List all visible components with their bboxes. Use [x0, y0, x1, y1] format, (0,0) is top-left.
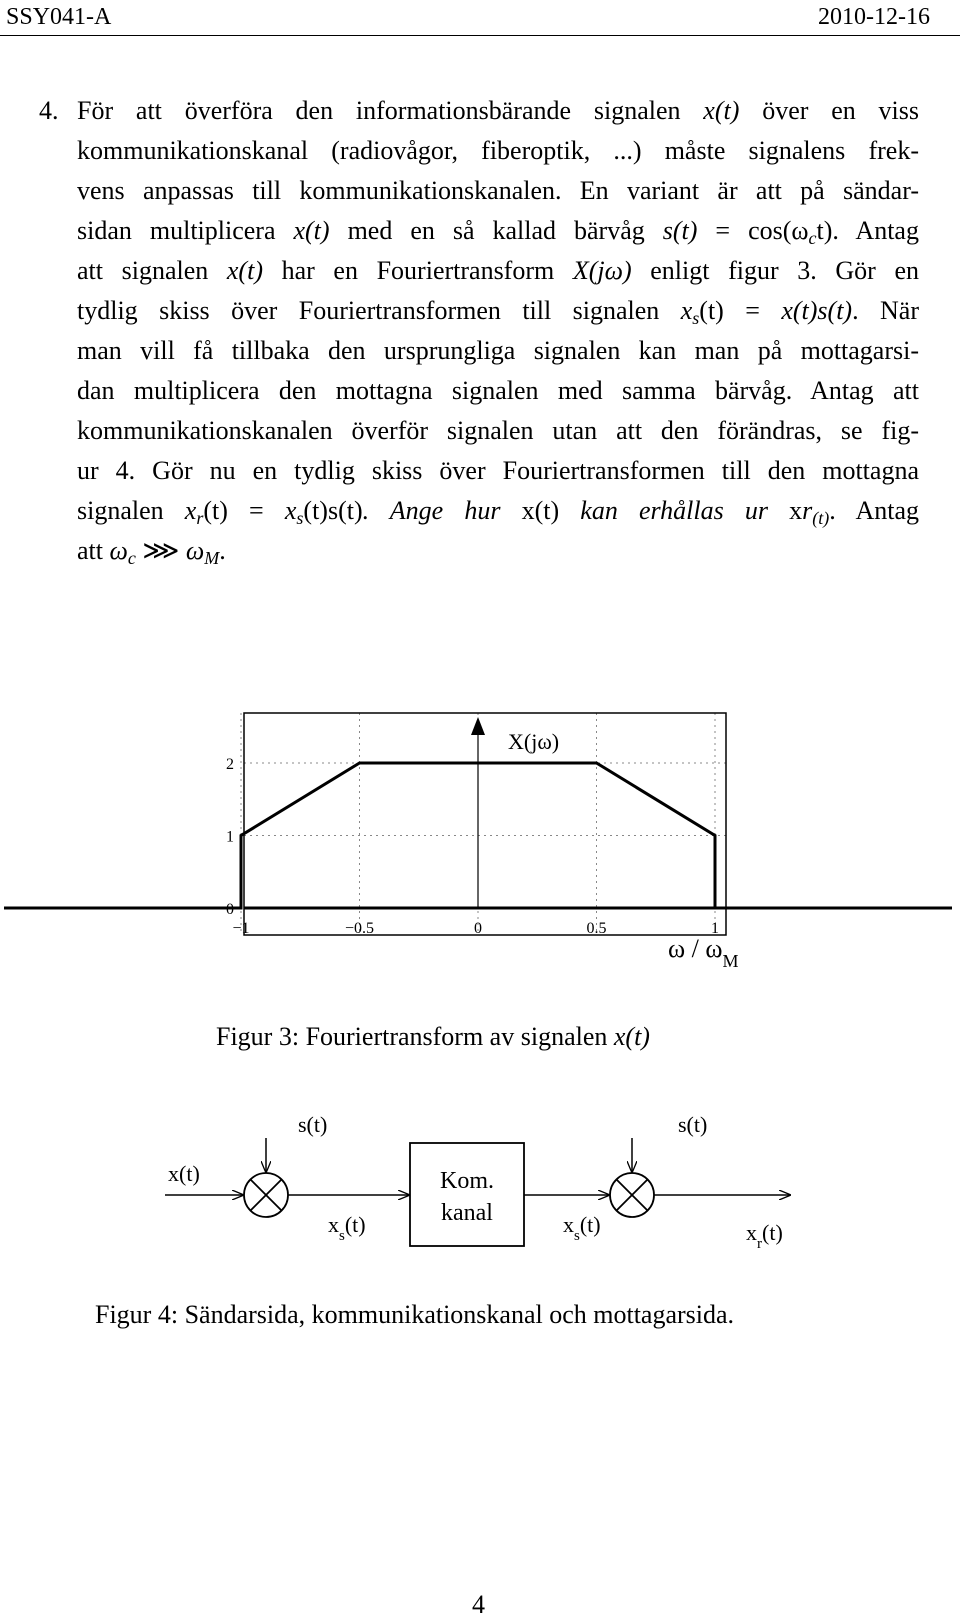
text-run: (t) =	[699, 296, 782, 325]
problem-number: 4.	[39, 96, 59, 125]
multiplier-icon	[610, 1173, 654, 1217]
math-symbol: s(t)	[662, 216, 698, 245]
math-symbol: x	[680, 296, 693, 325]
math-subscript: M	[204, 548, 220, 568]
math-symbol: ω	[109, 536, 128, 565]
text-run: . Antag	[829, 496, 920, 525]
x-tick-label: 0.5	[586, 920, 607, 937]
plot-grid	[241, 713, 726, 935]
channel-label-line2: kanal	[441, 1200, 493, 1226]
text-run: . När	[852, 296, 919, 325]
text-run: att	[77, 536, 110, 565]
text-run: tydlig skiss över Fouriertransformen till signalen	[77, 296, 681, 325]
input-label: x(t)	[168, 1161, 200, 1186]
math-symbol: x(t)s(t)	[781, 296, 853, 325]
math-symbol: x(t)	[226, 256, 263, 285]
xr-label: $x_r(t)$	[746, 1220, 783, 1252]
y-tick-label: 0	[226, 901, 234, 918]
multiplier-icon	[244, 1173, 288, 1217]
math-symbol: X(jω)	[572, 256, 632, 285]
caption-text: Figur 3: Fouriertransform av signalen	[216, 1022, 614, 1051]
text-run: .	[219, 536, 226, 565]
series-label: X(jω)	[508, 729, 560, 754]
math-symbol: ω	[185, 536, 205, 565]
y-tick-label: 2	[226, 756, 234, 773]
xs-label-tx: $x_s(t)$	[328, 1212, 366, 1244]
figure3-caption	[216, 1022, 650, 1052]
text-run: ⋙	[135, 536, 186, 565]
math-symbol: x(t)	[293, 216, 330, 245]
text-run: signalen	[77, 496, 185, 525]
math-symbol: r	[802, 496, 813, 525]
carrier-label-rx: s(t)	[678, 1112, 708, 1137]
math-symbol: . Ange hur	[362, 496, 522, 525]
text-run: ur 4. Gör nu en tydlig skiss över Fouriertransformen till den mottagna	[77, 456, 919, 485]
y-tick-label: 1	[226, 828, 234, 846]
arrow-head-icon	[471, 717, 485, 735]
math-symbol: x	[284, 496, 297, 525]
text-run: = cos(ω	[697, 216, 809, 245]
channel-block	[410, 1143, 524, 1246]
text-run: över en viss	[739, 96, 919, 125]
math-subscript: (t)	[812, 508, 830, 528]
math-subscript: s	[692, 308, 700, 328]
math-subscript: c	[127, 548, 136, 568]
math-subscript: r	[196, 508, 204, 528]
header-date: 2010-12-16	[818, 4, 930, 30]
math-symbol: x	[184, 496, 197, 525]
text-run: x(t)	[521, 496, 560, 525]
x-tick-label: 0	[474, 920, 482, 937]
carrier-label-tx: s(t)	[298, 1112, 328, 1137]
x-axis-label: ω / $\omega_M$	[668, 934, 739, 971]
figure4-caption: Figur 4: Sändarsida, kommunikationskanal och mottagarsida.	[95, 1300, 735, 1329]
text-run: sidan multiplicera	[77, 216, 294, 245]
x-tick-label: −1	[232, 920, 250, 937]
text-run: För att överföra den informationsbärande signalen	[77, 96, 704, 125]
page-number: 4	[472, 1590, 485, 1619]
xs-label-rx: $x_s(t)$	[563, 1212, 601, 1244]
text-run: att signalen	[77, 256, 227, 285]
block-diagram	[0, 1100, 960, 1270]
text-run: x	[789, 496, 803, 525]
tick-labels	[226, 756, 719, 937]
x-tick-label: −0.5	[344, 920, 375, 937]
math-symbol: kan erhållas ur	[559, 496, 790, 525]
x-tick-label: 1	[711, 920, 719, 937]
text-run: enligt figur 3. Gör en	[631, 256, 919, 285]
text-run: med en så kallad bärvåg	[329, 216, 663, 245]
text-run: har en Fouriertransform	[262, 256, 573, 285]
text-run: man vill få tillbaka den ursprungliga signalen kan man på mottagarsi-	[77, 336, 919, 365]
math-subscript: s	[296, 508, 304, 528]
text-run: dan multiplicera den mottagna signalen med samma bärvåg. Antag att	[77, 376, 919, 405]
text-run: kommunikationskanal (radiovågor, fiberoptik, ...) måste signalens frek-	[77, 136, 919, 165]
math-symbol: x(t)	[703, 96, 740, 125]
caption-math: x(t)	[613, 1022, 650, 1051]
text-run: t). Antag	[816, 216, 919, 245]
course-code: SSY041-A	[6, 4, 112, 30]
plot-axes	[244, 717, 726, 908]
text-run: vens anpassas till kommunikationskanalen. En variant är att på sändar-	[77, 176, 919, 205]
text-run: (t)s(t)	[303, 496, 363, 525]
plot-frame	[244, 713, 726, 935]
math-subscript: c	[808, 228, 817, 248]
text-run: kommunikationskanalen överför signalen utan att den förändras, se fig-	[77, 416, 919, 445]
channel-label-line1: Kom.	[440, 1168, 494, 1194]
text-run: (t) =	[203, 496, 285, 525]
